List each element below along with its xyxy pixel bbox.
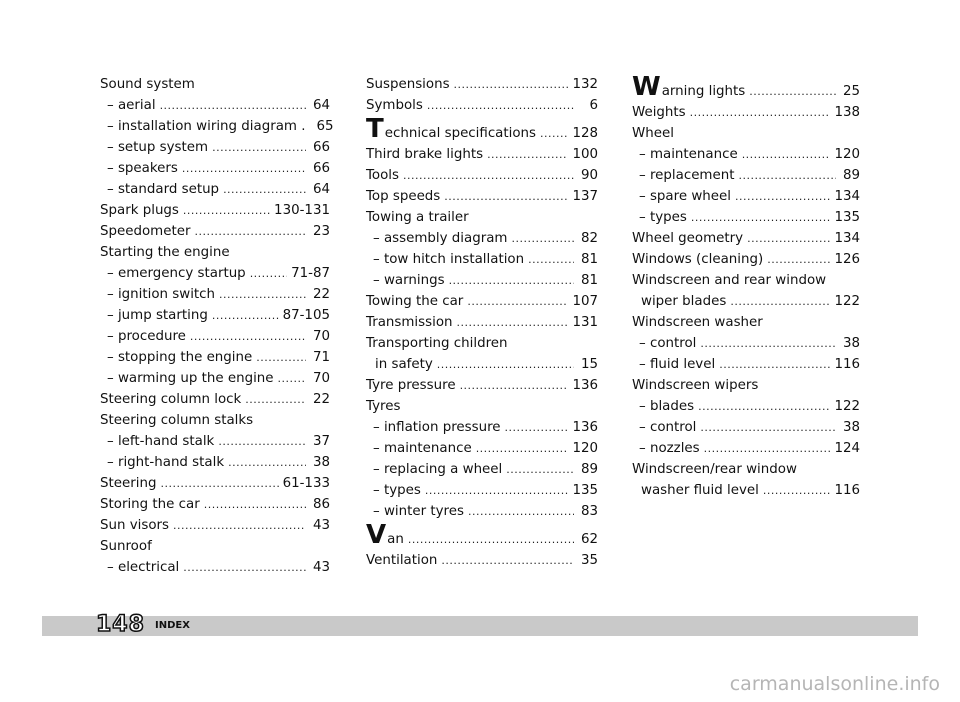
page-reference: 135 bbox=[572, 483, 598, 498]
dot-leader bbox=[742, 144, 831, 165]
index-subentry bbox=[100, 284, 330, 305]
entry-label: washer fluid level bbox=[641, 483, 759, 498]
dot-leader bbox=[700, 333, 836, 354]
page-reference: 37 bbox=[312, 434, 330, 449]
index-subentry bbox=[100, 368, 330, 389]
dot-leader bbox=[698, 396, 830, 417]
entry-label: Tyre pressure bbox=[366, 378, 456, 393]
index-subentry bbox=[366, 417, 598, 438]
page-reference: 25 bbox=[842, 84, 860, 99]
dot-leader bbox=[487, 144, 568, 165]
entry-label: Sun visors bbox=[100, 518, 170, 533]
entry-label: – types bbox=[373, 483, 421, 498]
page-reference: 116 bbox=[834, 483, 860, 498]
entry-label: – winter tyres bbox=[373, 504, 464, 519]
entry-label-rest: an bbox=[387, 532, 404, 547]
dot-leader bbox=[182, 158, 306, 179]
entry-label bbox=[366, 520, 404, 550]
dot-leader bbox=[700, 417, 836, 438]
dot-leader bbox=[223, 179, 306, 200]
page-reference: 128 bbox=[572, 126, 598, 141]
index-heading: Windscreen washer bbox=[632, 315, 763, 330]
entry-label: Wheel geometry bbox=[632, 231, 744, 246]
page-reference: 22 bbox=[312, 392, 330, 407]
page-reference: 122 bbox=[834, 399, 860, 414]
page-number: 148 bbox=[96, 612, 145, 637]
index-heading: Sunroof bbox=[100, 539, 152, 554]
entry-label: Transporting children bbox=[366, 336, 508, 351]
page-reference: 100 bbox=[572, 147, 598, 162]
entry-label: – blades bbox=[639, 399, 695, 414]
entry-label: Windows (cleaning) bbox=[632, 252, 764, 267]
page-reference: 83 bbox=[580, 504, 598, 519]
dot-leader bbox=[204, 494, 306, 515]
index-heading: Sound system bbox=[100, 77, 195, 92]
index-entry bbox=[366, 312, 598, 333]
entry-label: – left-hand stalk bbox=[107, 434, 215, 449]
index-column-1 bbox=[100, 74, 334, 578]
page-reference: 89 bbox=[580, 462, 598, 477]
index-entry bbox=[366, 333, 598, 375]
dot-leader bbox=[403, 165, 574, 186]
page-reference: 22 bbox=[312, 287, 330, 302]
dot-leader bbox=[190, 326, 306, 347]
section-initial: W bbox=[632, 72, 661, 102]
index-subentry bbox=[100, 557, 330, 578]
dot-leader bbox=[194, 221, 306, 242]
watermark: carmanualsonline.info bbox=[729, 673, 940, 695]
page-reference: 136 bbox=[572, 378, 598, 393]
entry-label: – standard setup bbox=[107, 182, 220, 197]
dot-leader bbox=[457, 312, 569, 333]
dot-leader bbox=[160, 95, 306, 116]
dot-leader bbox=[278, 368, 306, 389]
index-subentry bbox=[100, 179, 330, 200]
index-entry bbox=[366, 144, 598, 165]
dot-leader bbox=[245, 389, 306, 410]
index-subentry bbox=[100, 347, 330, 368]
page-reference: 23 bbox=[312, 224, 330, 239]
dot-leader bbox=[506, 459, 574, 480]
index-entry bbox=[100, 200, 330, 221]
entry-label: Tools bbox=[366, 168, 399, 183]
index-subentry bbox=[100, 158, 330, 179]
index-subentry bbox=[100, 263, 330, 284]
dot-leader bbox=[719, 354, 830, 375]
dot-leader bbox=[540, 123, 568, 144]
page-reference: 90 bbox=[580, 168, 598, 183]
index-subentry bbox=[366, 270, 598, 291]
index-subentry bbox=[366, 459, 598, 480]
page-reference: 134 bbox=[834, 231, 860, 246]
page-reference: 71 bbox=[312, 350, 330, 365]
dot-leader bbox=[690, 102, 831, 123]
entry-label: – assembly diagram bbox=[373, 231, 508, 246]
page-reference: 131 bbox=[572, 315, 598, 330]
page-reference: 70 bbox=[312, 371, 330, 386]
page-reference: 66 bbox=[312, 140, 330, 155]
index-heading: Towing a trailer bbox=[366, 210, 469, 225]
page-reference: 126 bbox=[834, 252, 860, 267]
dot-leader bbox=[454, 74, 569, 95]
dot-leader bbox=[460, 375, 569, 396]
dot-leader bbox=[704, 438, 831, 459]
dot-leader bbox=[476, 438, 569, 459]
index-entry bbox=[632, 270, 860, 312]
dot-leader bbox=[160, 473, 278, 494]
dot-leader bbox=[183, 557, 306, 578]
page-reference: 124 bbox=[834, 441, 860, 456]
index-subentry bbox=[632, 186, 860, 207]
index-subentry bbox=[366, 438, 598, 459]
entry-label: Windscreen and rear window bbox=[632, 273, 827, 288]
page-reference: 138 bbox=[834, 105, 860, 120]
index-subentry bbox=[100, 326, 330, 347]
page-reference: 89 bbox=[842, 168, 860, 183]
page-reference: 15 bbox=[580, 357, 598, 372]
page-reference: 38 bbox=[842, 420, 860, 435]
entry-label: – fluid level bbox=[639, 357, 716, 372]
page-reference: 130-131 bbox=[274, 203, 330, 218]
entry-label: Windscreen/rear window bbox=[632, 462, 797, 477]
dot-leader bbox=[730, 291, 830, 312]
dot-leader bbox=[437, 354, 574, 375]
entry-label: – procedure bbox=[107, 329, 186, 344]
index-subentry bbox=[632, 333, 860, 354]
dot-leader bbox=[767, 249, 830, 270]
page-reference: 132 bbox=[572, 77, 598, 92]
index-subentry bbox=[632, 396, 860, 417]
page-reference: 120 bbox=[834, 147, 860, 162]
entry-label: – spare wheel bbox=[639, 189, 731, 204]
page-reference: 65 bbox=[316, 119, 334, 134]
entry-label bbox=[366, 114, 537, 144]
index-subentry bbox=[100, 305, 330, 326]
dot-leader bbox=[408, 529, 574, 550]
dot-leader bbox=[212, 305, 279, 326]
page-reference: 116 bbox=[834, 357, 860, 372]
dot-leader bbox=[505, 417, 569, 438]
entry-label: – aerial bbox=[107, 98, 156, 113]
entry-label: Spark plugs bbox=[100, 203, 179, 218]
entry-label: Speedometer bbox=[100, 224, 191, 239]
index-entry bbox=[366, 291, 598, 312]
dot-leader bbox=[511, 228, 574, 249]
entry-label: in safety bbox=[375, 357, 433, 372]
index-entry bbox=[100, 473, 330, 494]
index-subentry bbox=[632, 165, 860, 186]
entry-label: – setup system bbox=[107, 140, 209, 155]
index-subentry bbox=[366, 249, 598, 270]
page-reference: 136 bbox=[572, 420, 598, 435]
dot-leader bbox=[228, 452, 306, 473]
entry-label: Towing the car bbox=[366, 294, 464, 309]
index-entry bbox=[366, 520, 598, 550]
index-entry bbox=[366, 550, 598, 571]
entry-label: – tow hitch installation bbox=[373, 252, 525, 267]
dot-leader bbox=[219, 284, 306, 305]
entry-label: – emergency startup bbox=[107, 266, 246, 281]
page-reference: 107 bbox=[572, 294, 598, 309]
entry-label: Suspensions bbox=[366, 77, 450, 92]
index-entry bbox=[366, 114, 598, 144]
index-subentry bbox=[100, 452, 330, 473]
entry-label: – warming up the engine bbox=[107, 371, 274, 386]
entry-label: Storing the car bbox=[100, 497, 200, 512]
index-subentry bbox=[366, 480, 598, 501]
entry-continuation bbox=[366, 354, 598, 375]
dot-leader bbox=[468, 501, 574, 522]
entry-label: Steering bbox=[100, 476, 157, 491]
entry-continuation bbox=[632, 480, 860, 501]
dot-leader bbox=[691, 207, 831, 228]
entry-label: – inflation pressure bbox=[373, 420, 501, 435]
index-heading: Steering column stalks bbox=[100, 413, 254, 428]
section-initial: T bbox=[366, 114, 384, 144]
index-entry bbox=[632, 249, 860, 270]
index-subentry bbox=[100, 137, 330, 158]
section-initial: V bbox=[366, 520, 387, 550]
index-subentry bbox=[632, 144, 860, 165]
entry-label: Third brake lights bbox=[366, 147, 484, 162]
index-entry bbox=[632, 228, 860, 249]
entry-label: Steering column lock bbox=[100, 392, 242, 407]
page-reference: 120 bbox=[572, 441, 598, 456]
index-entry bbox=[100, 389, 330, 410]
page-reference: 134 bbox=[834, 189, 860, 204]
page-reference: 6 bbox=[589, 98, 598, 113]
index-entry bbox=[366, 186, 598, 207]
page-reference: 38 bbox=[842, 336, 860, 351]
page-reference: 66 bbox=[312, 161, 330, 176]
entry-label: – ignition switch bbox=[107, 287, 216, 302]
dot-leader bbox=[735, 186, 830, 207]
index-entry bbox=[366, 375, 598, 396]
page-reference: 137 bbox=[572, 189, 598, 204]
dot-leader bbox=[763, 480, 831, 501]
entry-label: Weights bbox=[632, 105, 686, 120]
page-reference: 81 bbox=[580, 273, 598, 288]
index-entry bbox=[100, 221, 330, 242]
page-reference: 82 bbox=[580, 231, 598, 246]
page-reference: 71-87 bbox=[291, 266, 330, 281]
entry-continuation bbox=[632, 291, 860, 312]
page-reference: 61-133 bbox=[282, 476, 330, 491]
entry-label: Symbols bbox=[366, 98, 423, 113]
entry-label: Transmission bbox=[366, 315, 453, 330]
entry-label: – stopping the engine bbox=[107, 350, 253, 365]
entry-label: – control bbox=[639, 420, 697, 435]
page-reference: 86 bbox=[312, 497, 330, 512]
entry-label: – control bbox=[639, 336, 697, 351]
index-subentry bbox=[366, 501, 598, 522]
page-reference: 62 bbox=[580, 532, 598, 547]
index-subentry bbox=[100, 431, 330, 452]
section-title: INDEX bbox=[155, 620, 190, 631]
dot-leader bbox=[444, 186, 568, 207]
dot-leader bbox=[749, 81, 836, 102]
index-entry bbox=[100, 515, 330, 536]
index-entry bbox=[632, 72, 860, 102]
entry-label: – speakers bbox=[107, 161, 178, 176]
entry-label: – nozzles bbox=[639, 441, 700, 456]
page-reference: 135 bbox=[834, 210, 860, 225]
page-reference: 43 bbox=[312, 518, 330, 533]
index-subentry bbox=[100, 116, 334, 137]
page-reference: 38 bbox=[312, 455, 330, 470]
index-subentry bbox=[100, 95, 330, 116]
entry-label: – replacing a wheel bbox=[373, 462, 503, 477]
index-subentry bbox=[632, 207, 860, 228]
dot-leader bbox=[425, 480, 569, 501]
index-entry bbox=[100, 494, 330, 515]
dot-leader bbox=[441, 550, 574, 571]
page-reference: 35 bbox=[580, 553, 598, 568]
dot-leader bbox=[747, 228, 830, 249]
index-heading: Tyres bbox=[366, 399, 401, 414]
index-subentry bbox=[632, 417, 860, 438]
entry-label: Top speeds bbox=[366, 189, 441, 204]
page-reference: 70 bbox=[312, 329, 330, 344]
page-reference: 64 bbox=[312, 98, 330, 113]
index-entry bbox=[632, 459, 860, 501]
index-subentry bbox=[366, 228, 598, 249]
dot-leader bbox=[449, 270, 574, 291]
entry-label: – types bbox=[639, 210, 687, 225]
entry-label-rest: arning lights bbox=[661, 84, 746, 99]
dot-leader bbox=[250, 263, 287, 284]
index-subentry bbox=[632, 438, 860, 459]
index-entry bbox=[366, 165, 598, 186]
dot-leader bbox=[218, 431, 306, 452]
entry-label: – warnings bbox=[373, 273, 445, 288]
index-subentry bbox=[632, 354, 860, 375]
page-reference: 81 bbox=[580, 252, 598, 267]
entry-label: – installation wiring diagram . bbox=[107, 119, 306, 134]
dot-leader bbox=[467, 291, 568, 312]
index-entry bbox=[632, 102, 860, 123]
entry-label: Ventilation bbox=[366, 553, 438, 568]
entry-label: – jump starting bbox=[107, 308, 208, 323]
dot-leader bbox=[183, 200, 270, 221]
page-reference: 122 bbox=[834, 294, 860, 309]
dot-leader bbox=[256, 347, 306, 368]
dot-leader bbox=[427, 95, 574, 116]
page-reference: 43 bbox=[312, 560, 330, 575]
entry-label: – replacement bbox=[639, 168, 735, 183]
index-column-2 bbox=[366, 74, 598, 571]
entry-label: wiper blades bbox=[641, 294, 727, 309]
dot-leader bbox=[212, 137, 306, 158]
dot-leader bbox=[738, 165, 836, 186]
index-entry bbox=[366, 95, 598, 116]
entry-label: – maintenance bbox=[373, 441, 472, 456]
entry-label-rest: echnical specifications bbox=[384, 126, 537, 141]
dot-leader bbox=[173, 515, 306, 536]
entry-label: – electrical bbox=[107, 560, 180, 575]
index-heading: Wheel bbox=[632, 126, 674, 141]
entry-label: – maintenance bbox=[639, 147, 738, 162]
index-heading: Starting the engine bbox=[100, 245, 230, 260]
page-reference: 64 bbox=[312, 182, 330, 197]
entry-label: – right-hand stalk bbox=[107, 455, 225, 470]
page-reference: 87-105 bbox=[282, 308, 330, 323]
index-column-3 bbox=[632, 74, 860, 501]
index-heading: Windscreen wipers bbox=[632, 378, 759, 393]
index-entry bbox=[366, 74, 598, 95]
dot-leader bbox=[528, 249, 574, 270]
entry-label bbox=[632, 72, 746, 102]
